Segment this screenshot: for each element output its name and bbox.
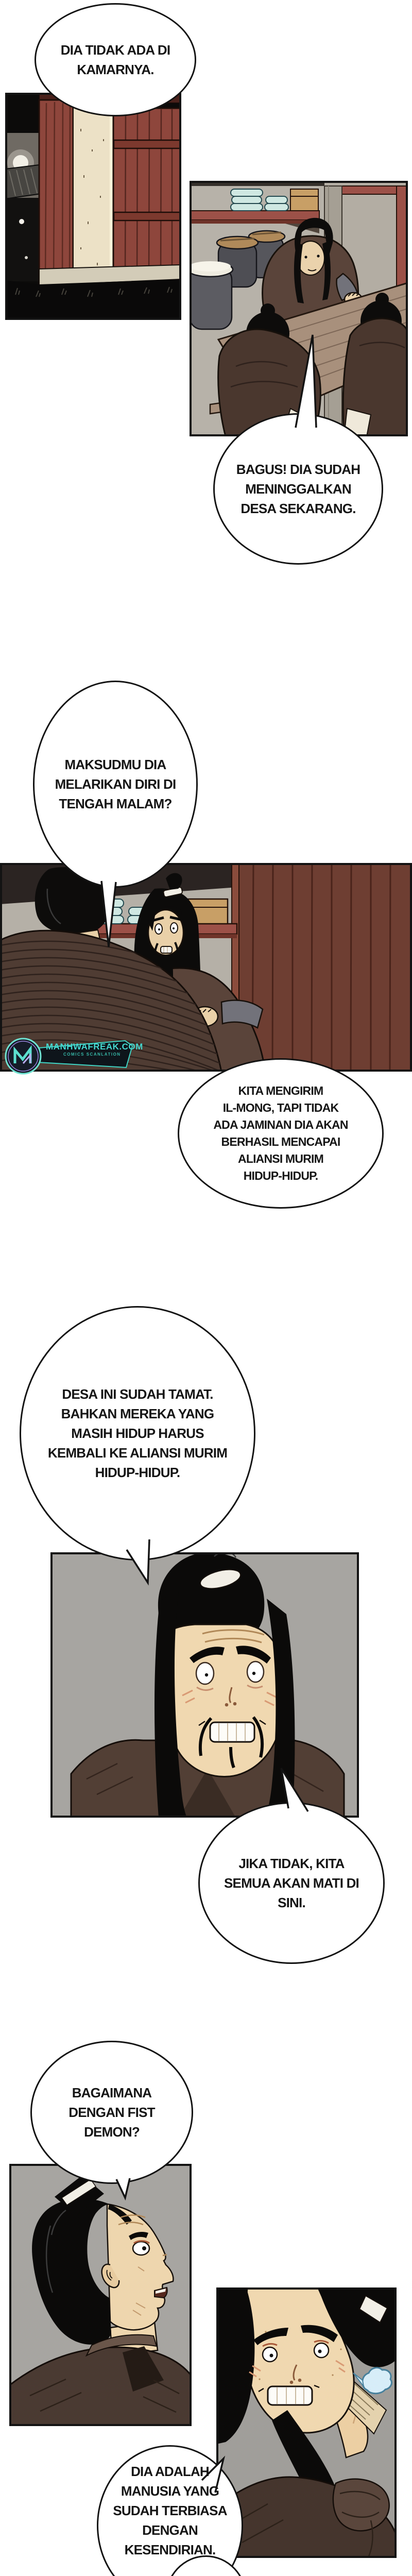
watermark-site: MANHWAFREAK.COM — [46, 1042, 143, 1052]
speech-bubble-2-text: BAGUS! DIA SUDAH MENINGGALKAN DESA SEKARANG. — [236, 462, 360, 516]
wooden-box — [290, 189, 318, 211]
speech-bubble-5-text: DESA INI SUDAH TAMAT. BAHKAN MEREKA YANG MASIH HIDUP HARUS KEMBALI KE ALIANSI MURIM HIDUP-HIDUP. — [47, 1386, 228, 1480]
speech-bubble-7-text: BAGAIMANA DENGAN FIST DEMON? — [68, 2085, 155, 2140]
panel-profile-man — [9, 2164, 192, 2426]
firefly-icon — [25, 256, 28, 259]
speech-bubble-1-text: DIA TIDAK ADA DI KAMARNYA. — [60, 42, 170, 77]
eye — [133, 2241, 149, 2256]
speech-bubble-8-text: DIA ADALAH MANUSIA YANG SUDAH TERBIASA DENGAN KESENDIRIAN. — [113, 2464, 227, 2557]
red-plank-wall — [232, 863, 412, 1072]
face — [164, 1624, 285, 1777]
watermark — [3, 1035, 142, 1076]
manhwafreak-logo-icon — [6, 1039, 41, 1074]
panel-worried-closeup — [216, 2287, 397, 2558]
robe — [216, 2477, 397, 2558]
speech-bubble-4-text: KITA MENGIRIM IL-MONG, TAPI TIDAK ADA JAMINAN DIA AKAN BERHASIL MENCAPAI ALIANSI MURIM HIDUP-HIDUP. — [213, 1084, 348, 1182]
speech-bubble-3-text: MAKSUDMU DIA MELARIKAN DIRI DI TENGAH MALAM? — [55, 757, 176, 811]
speech-bubble-6-text: JIKA TIDAK, KITA SEMUA AKAN MATI DI SINI. — [224, 1856, 359, 1910]
firefly-icon — [19, 219, 24, 224]
roof — [5, 165, 41, 199]
watermark-tagline: COMICS SCANLATION — [63, 1052, 121, 1057]
